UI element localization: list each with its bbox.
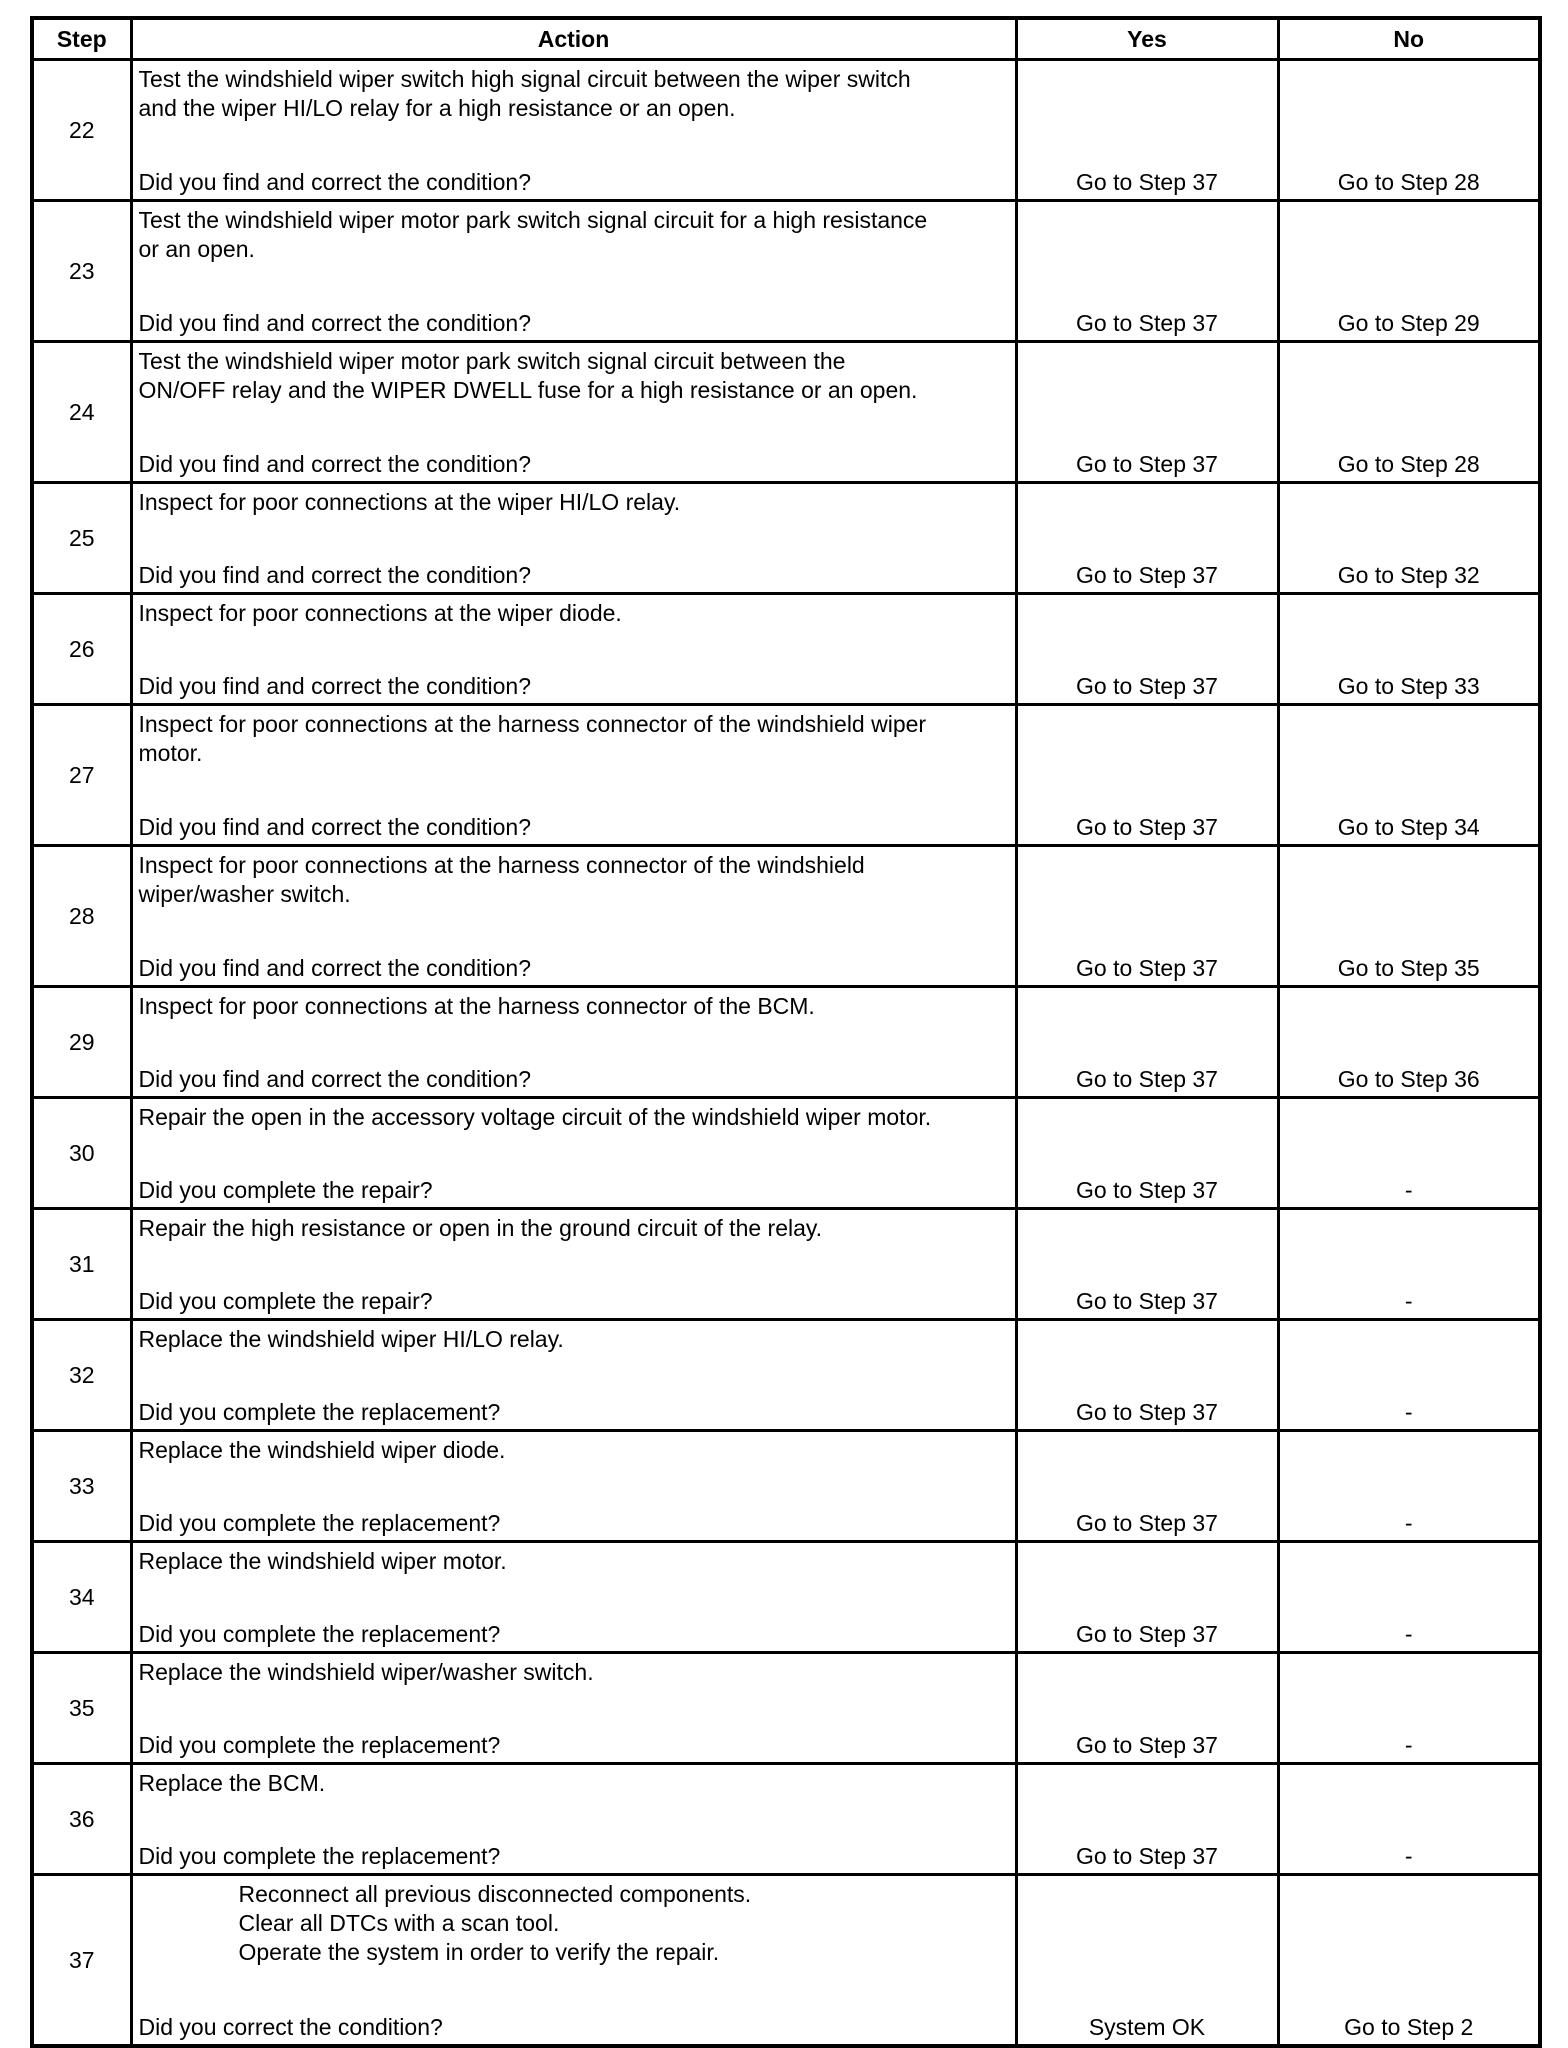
- no-result: Go to Step 29: [1278, 201, 1540, 342]
- action-line: and the wiper HI/LO relay for a high resistance or an open.: [138, 95, 736, 121]
- action-line: Inspect for poor connections at the wiper diode.: [138, 600, 622, 626]
- no-result: -: [1278, 1653, 1540, 1764]
- yes-result: Go to Step 37: [1016, 60, 1278, 201]
- action-line: Inspect for poor connections at the wiper HI/LO relay.: [138, 489, 681, 515]
- table-row: [32, 1320, 1540, 1431]
- step-number: 37: [32, 1875, 131, 2047]
- action-description: [139, 1214, 1011, 1243]
- action-cell: [131, 342, 1016, 483]
- action-line: Test the windshield wiper motor park switch signal circuit for a high resistance: [138, 207, 928, 233]
- yes-result: System OK: [1016, 1875, 1278, 2047]
- yes-result: Go to Step 37: [1016, 1320, 1278, 1431]
- yes-result: Go to Step 37: [1016, 705, 1278, 846]
- yes-result: Go to Step 37: [1016, 846, 1278, 987]
- action-description: [139, 206, 1011, 264]
- table-row: [32, 201, 1540, 342]
- action-question: Did you find and correct the condition?: [138, 451, 532, 477]
- table-row: [32, 1653, 1540, 1764]
- yes-result: Go to Step 37: [1016, 1653, 1278, 1764]
- action-cell: [131, 1542, 1016, 1653]
- step-number: 25: [32, 483, 131, 594]
- yes-result: Go to Step 37: [1016, 1542, 1278, 1653]
- action-description: [139, 488, 1011, 517]
- no-result: -: [1278, 1764, 1540, 1875]
- table-row: [32, 594, 1540, 705]
- yes-result: Go to Step 37: [1016, 1764, 1278, 1875]
- no-result: Go to Step 35: [1278, 846, 1540, 987]
- action-line: Inspect for poor connections at the harness connector of the windshield: [138, 852, 865, 878]
- action-question: Did you correct the condition?: [138, 2014, 443, 2040]
- step-number: 32: [32, 1320, 131, 1431]
- yes-result: Go to Step 37: [1016, 1098, 1278, 1209]
- table-body: [32, 60, 1540, 2047]
- action-line: motor.: [138, 740, 203, 766]
- table-row: [32, 987, 1540, 1098]
- step-number: 28: [32, 846, 131, 987]
- action-line: Inspect for poor connections at the harness connector of the windshield wiper: [138, 711, 927, 737]
- no-result: -: [1278, 1542, 1540, 1653]
- action-line: Test the windshield wiper motor park switch signal circuit between the: [138, 348, 846, 374]
- action-question: Did you find and correct the condition?: [138, 169, 532, 195]
- table-row: [32, 1875, 1540, 2047]
- action-step-line: Operate the system in order to verify the repair.: [238, 1939, 720, 1965]
- action-cell: [131, 1653, 1016, 1764]
- action-question: Did you find and correct the condition?: [138, 1066, 532, 1092]
- action-description: [139, 1658, 1011, 1687]
- action-description: [139, 347, 1011, 405]
- action-cell: [131, 483, 1016, 594]
- table-row: [32, 846, 1540, 987]
- step-number: 31: [32, 1209, 131, 1320]
- header-yes: Yes: [1016, 18, 1278, 60]
- action-description: [139, 851, 1011, 909]
- step-number: 26: [32, 594, 131, 705]
- header-action: Action: [131, 18, 1016, 60]
- action-line: Replace the BCM.: [138, 1770, 326, 1796]
- action-question: Did you find and correct the condition?: [138, 673, 532, 699]
- action-question: Did you complete the replacement?: [138, 1843, 501, 1869]
- table-row: [32, 483, 1540, 594]
- yes-result: Go to Step 37: [1016, 342, 1278, 483]
- table-row: [32, 1098, 1540, 1209]
- action-line: Test the windshield wiper switch high signal circuit between the wiper switch: [138, 66, 911, 92]
- no-result: Go to Step 28: [1278, 342, 1540, 483]
- step-number: 24: [32, 342, 131, 483]
- action-description: [139, 1880, 1011, 1967]
- action-cell: [131, 60, 1016, 201]
- step-number: 23: [32, 201, 131, 342]
- table-row: [32, 705, 1540, 846]
- action-line: Replace the windshield wiper/washer switch.: [138, 1659, 594, 1685]
- action-cell: [131, 1209, 1016, 1320]
- header-step: Step: [32, 18, 131, 60]
- action-cell: [131, 1875, 1016, 2047]
- step-number: 30: [32, 1098, 131, 1209]
- action-question: Did you find and correct the condition?: [138, 562, 532, 588]
- action-step-line: Reconnect all previous disconnected components.: [238, 1881, 752, 1907]
- action-question: Did you complete the replacement?: [138, 1399, 501, 1425]
- no-result: Go to Step 28: [1278, 60, 1540, 201]
- action-line: Repair the open in the accessory voltage circuit of the windshield wiper motor.: [138, 1104, 932, 1130]
- action-line: Replace the windshield wiper motor.: [138, 1548, 507, 1574]
- header-no: No: [1278, 18, 1540, 60]
- no-result: Go to Step 2: [1278, 1875, 1540, 2047]
- action-line: Repair the high resistance or open in the ground circuit of the relay.: [138, 1215, 823, 1241]
- step-number: 34: [32, 1542, 131, 1653]
- table-row: [32, 1209, 1540, 1320]
- action-cell: [131, 987, 1016, 1098]
- no-result: -: [1278, 1098, 1540, 1209]
- yes-result: Go to Step 37: [1016, 201, 1278, 342]
- no-result: -: [1278, 1431, 1540, 1542]
- no-result: -: [1278, 1209, 1540, 1320]
- action-line: Inspect for poor connections at the harness connector of the BCM.: [138, 993, 815, 1019]
- no-result: Go to Step 33: [1278, 594, 1540, 705]
- action-description: [139, 599, 1011, 628]
- action-description: [139, 1103, 1011, 1132]
- yes-result: Go to Step 37: [1016, 1209, 1278, 1320]
- step-number: 33: [32, 1431, 131, 1542]
- action-question: Did you complete the replacement?: [138, 1732, 501, 1758]
- action-cell: [131, 846, 1016, 987]
- action-question: Did you find and correct the condition?: [138, 310, 532, 336]
- step-number: 22: [32, 60, 131, 201]
- action-description: [139, 1325, 1011, 1354]
- diagnostic-table: [30, 16, 1542, 2048]
- yes-result: Go to Step 37: [1016, 1431, 1278, 1542]
- action-description: [139, 710, 1011, 768]
- action-question: Did you find and correct the condition?: [138, 814, 532, 840]
- action-cell: [131, 705, 1016, 846]
- table-row: [32, 342, 1540, 483]
- action-cell: [131, 1320, 1016, 1431]
- action-question: Did you complete the replacement?: [138, 1510, 501, 1536]
- action-question: Did you find and correct the condition?: [138, 955, 532, 981]
- action-description: [139, 1769, 1011, 1798]
- action-step-line: Clear all DTCs with a scan tool.: [238, 1910, 560, 1936]
- step-number: 36: [32, 1764, 131, 1875]
- action-line: Replace the windshield wiper diode.: [138, 1437, 506, 1463]
- action-cell: [131, 594, 1016, 705]
- table-row: [32, 1542, 1540, 1653]
- action-cell: [131, 1431, 1016, 1542]
- no-result: Go to Step 32: [1278, 483, 1540, 594]
- step-number: 27: [32, 705, 131, 846]
- yes-result: Go to Step 37: [1016, 987, 1278, 1098]
- no-result: Go to Step 36: [1278, 987, 1540, 1098]
- action-line: or an open.: [138, 236, 255, 262]
- no-result: -: [1278, 1320, 1540, 1431]
- step-number: 35: [32, 1653, 131, 1764]
- action-description: [139, 1436, 1011, 1465]
- action-cell: [131, 1764, 1016, 1875]
- step-number: 29: [32, 987, 131, 1098]
- yes-result: Go to Step 37: [1016, 594, 1278, 705]
- no-result: Go to Step 34: [1278, 705, 1540, 846]
- action-line: Replace the windshield wiper HI/LO relay.: [138, 1326, 564, 1352]
- action-description: [139, 1547, 1011, 1576]
- action-description: [139, 992, 1011, 1021]
- action-question: Did you complete the repair?: [138, 1288, 433, 1314]
- table-row: [32, 60, 1540, 201]
- header-row: [32, 18, 1540, 60]
- table-row: [32, 1764, 1540, 1875]
- yes-result: Go to Step 37: [1016, 483, 1278, 594]
- action-question: Did you complete the repair?: [138, 1177, 433, 1203]
- action-question: Did you complete the replacement?: [138, 1621, 501, 1647]
- action-cell: [131, 201, 1016, 342]
- action-cell: [131, 1098, 1016, 1209]
- action-line: ON/OFF relay and the WIPER DWELL fuse for a high resistance or an open.: [138, 377, 918, 403]
- action-line: wiper/washer switch.: [138, 881, 351, 907]
- table-row: [32, 1431, 1540, 1542]
- action-description: [139, 65, 1011, 123]
